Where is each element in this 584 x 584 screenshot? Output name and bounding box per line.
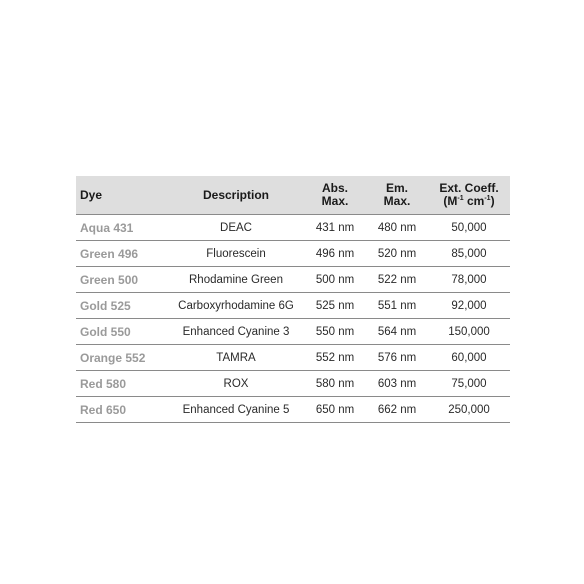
header-dye: Dye bbox=[76, 176, 168, 215]
table-row bbox=[76, 371, 510, 397]
cell-abs-max: 431 nm bbox=[304, 215, 366, 241]
header-abs-max bbox=[304, 176, 366, 215]
cell-description: DEAC bbox=[168, 215, 304, 241]
cell-em-max: 576 nm bbox=[366, 345, 428, 371]
dye-properties-table bbox=[76, 176, 510, 423]
header-ext-line1: Ext. Coeff. bbox=[439, 181, 499, 195]
header-em-line2: Max. bbox=[383, 194, 411, 208]
cell-dye: Gold 525 bbox=[76, 293, 168, 319]
table-row bbox=[76, 319, 510, 345]
cell-ext-coeff: 150,000 bbox=[428, 319, 510, 345]
cell-abs-max: 550 nm bbox=[304, 319, 366, 345]
cell-em-max: 564 nm bbox=[366, 319, 428, 345]
cell-ext-coeff: 78,000 bbox=[428, 267, 510, 293]
cell-ext-coeff: 50,000 bbox=[428, 215, 510, 241]
table-row bbox=[76, 397, 510, 423]
cell-dye: Red 650 bbox=[76, 397, 168, 423]
unit-close: ) bbox=[490, 194, 495, 208]
header-ext-unit bbox=[443, 194, 494, 208]
cell-description: ROX bbox=[168, 371, 304, 397]
cell-em-max: 551 nm bbox=[366, 293, 428, 319]
cell-ext-coeff: 60,000 bbox=[428, 345, 510, 371]
cell-dye: Aqua 431 bbox=[76, 215, 168, 241]
table-row bbox=[76, 241, 510, 267]
cell-abs-max: 580 nm bbox=[304, 371, 366, 397]
header-em-line1: Em. bbox=[385, 181, 408, 195]
table-row bbox=[76, 293, 510, 319]
unit-mid: cm bbox=[463, 194, 485, 208]
cell-dye: Orange 552 bbox=[76, 345, 168, 371]
cell-em-max: 520 nm bbox=[366, 241, 428, 267]
table-row bbox=[76, 215, 510, 241]
cell-ext-coeff: 250,000 bbox=[428, 397, 510, 423]
cell-ext-coeff: 75,000 bbox=[428, 371, 510, 397]
cell-abs-max: 496 nm bbox=[304, 241, 366, 267]
cell-description: Carboxyrhodamine 6G bbox=[168, 293, 304, 319]
cell-abs-max: 650 nm bbox=[304, 397, 366, 423]
header-ext-coeff bbox=[428, 176, 510, 215]
cell-em-max: 603 nm bbox=[366, 371, 428, 397]
cell-description: Enhanced Cyanine 3 bbox=[168, 319, 304, 345]
header-em-max bbox=[366, 176, 428, 215]
table-row bbox=[76, 267, 510, 293]
cell-dye: Red 580 bbox=[76, 371, 168, 397]
cell-dye: Green 496 bbox=[76, 241, 168, 267]
cell-description: TAMRA bbox=[168, 345, 304, 371]
cell-description: Enhanced Cyanine 5 bbox=[168, 397, 304, 423]
unit-open: (M bbox=[443, 194, 458, 208]
cell-em-max: 480 nm bbox=[366, 215, 428, 241]
table-header-row bbox=[76, 176, 510, 215]
cell-abs-max: 500 nm bbox=[304, 267, 366, 293]
cell-ext-coeff: 92,000 bbox=[428, 293, 510, 319]
header-abs-line1: Abs. bbox=[321, 181, 348, 195]
unit-sup-1: -1 bbox=[457, 195, 464, 202]
table-row bbox=[76, 345, 510, 371]
cell-dye: Green 500 bbox=[76, 267, 168, 293]
cell-ext-coeff: 85,000 bbox=[428, 241, 510, 267]
cell-description: Rhodamine Green bbox=[168, 267, 304, 293]
unit-sup-2: -1 bbox=[484, 195, 491, 202]
cell-em-max: 522 nm bbox=[366, 267, 428, 293]
cell-dye: Gold 550 bbox=[76, 319, 168, 345]
cell-abs-max: 525 nm bbox=[304, 293, 366, 319]
cell-em-max: 662 nm bbox=[366, 397, 428, 423]
header-description: Description bbox=[168, 176, 304, 215]
cell-abs-max: 552 nm bbox=[304, 345, 366, 371]
header-abs-line2: Max. bbox=[321, 194, 349, 208]
cell-description: Fluorescein bbox=[168, 241, 304, 267]
